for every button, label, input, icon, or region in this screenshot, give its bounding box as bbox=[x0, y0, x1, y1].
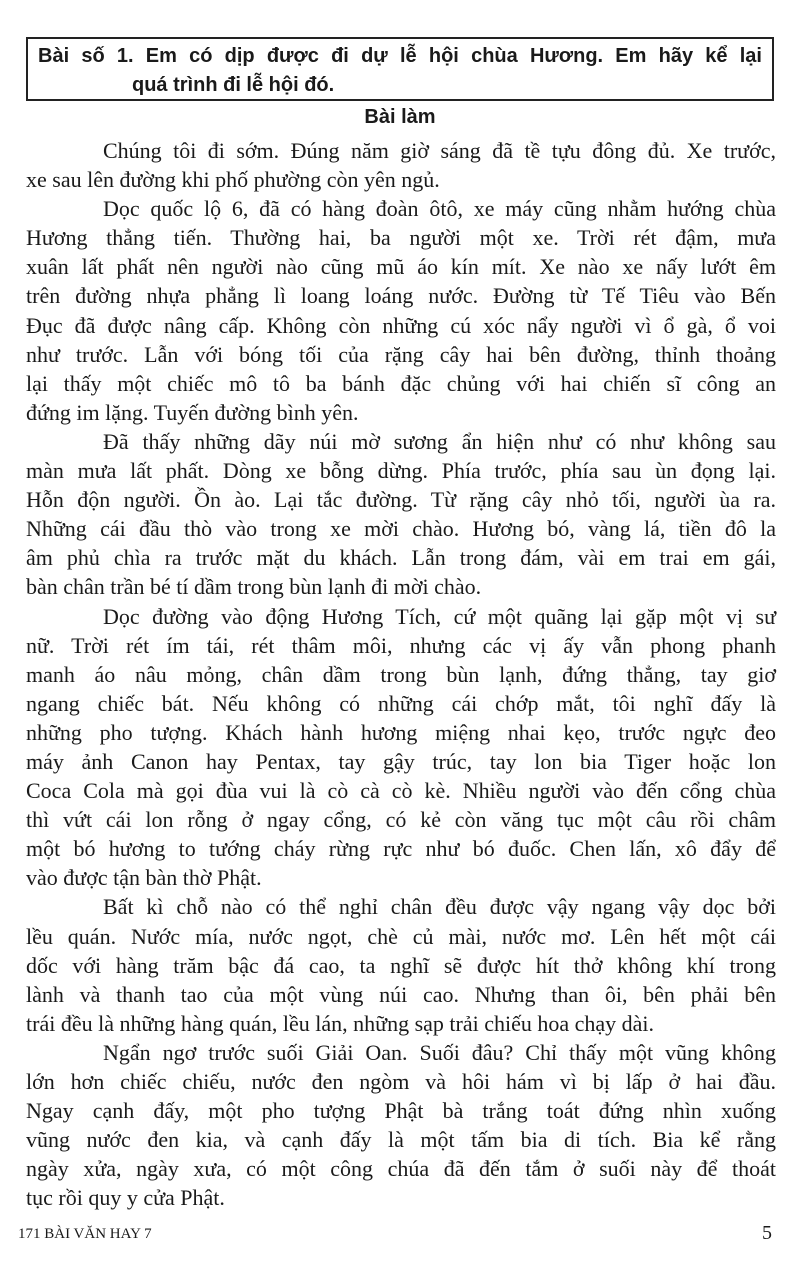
paragraph bbox=[26, 602, 776, 893]
footer-book-title: 171 BÀI VĂN HAY 7 bbox=[18, 1226, 152, 1242]
text-line: lại thấy một chiếc mô tô ba bánh đặc chủng với hai chiến sĩ công an bbox=[26, 370, 776, 396]
text-line: thì vứt cái lon rỗng ở ngay cổng, có kẻ còn văng tục một câu rồi châm bbox=[26, 807, 776, 833]
text-line: trên đường nhựa phẳng lì loang loáng nước. Đường từ Tế Tiêu vào Bến bbox=[26, 283, 776, 309]
text-line: Hỗn độn người. Ồn ào. Lại tắc đường. Từ rặng cây nhỏ tối, người ùa ra. bbox=[26, 487, 776, 513]
essay-body bbox=[26, 136, 776, 1212]
text-line: vào được tận bàn thờ Phật. bbox=[26, 865, 262, 891]
text-line: trái đều là những hàng quán, lều lán, những sạp trải chiếu hoa chạy dài. bbox=[26, 1010, 655, 1036]
section-heading: Bài làm bbox=[364, 106, 436, 128]
text-line: máy ảnh Canon hay Pentax, tay gậy trúc, tay lon bia Tiger hoặc lon bbox=[26, 748, 776, 774]
text-line: dốc với hàng trăm bậc đá cao, ta nghĩ sẽ được hít thở không khí trong bbox=[26, 952, 776, 978]
page-number: 5 bbox=[762, 1222, 772, 1244]
text-line: Chúng tôi đi sớm. Đúng năm giờ sáng đã tề tựu đông đủ. Xe trước, bbox=[103, 138, 776, 163]
text-line: đứng im lặng. Tuyến đường bình yên. bbox=[26, 399, 359, 425]
exercise-title-box bbox=[26, 37, 774, 101]
text-line: ngang chiếc bát. Nếu không có những cái chớp mắt, tôi nghĩ đấy là bbox=[26, 690, 776, 716]
text-line: bàn chân trần bé tí dầm trong bùn lạnh đi mời chào. bbox=[26, 574, 482, 600]
text-line: xe sau lên đường khi phố phường còn yên ngủ. bbox=[26, 167, 440, 193]
paragraph bbox=[26, 427, 776, 602]
text-line: xuân lất phất nên người nào cũng mũ áo kín mít. Xe nào xe nấy lướt êm bbox=[26, 254, 776, 280]
paragraph bbox=[26, 136, 776, 194]
text-line: tục rồi quy y cửa Phật. bbox=[26, 1185, 225, 1211]
text-line: Đục đã được nâng cấp. Không còn những cú xóc nẩy người vì ổ gà, ổ voi bbox=[26, 312, 776, 338]
text-line: vũng nước đen kia, và cạnh đấy là một tấm bia di tích. Bia kể rằng bbox=[26, 1127, 776, 1153]
text-line: manh áo nâu mỏng, chân dầm trong bùn lạnh, đứng thẳng, tay giơ bbox=[26, 661, 776, 687]
text-line: những pho tượng. Khách hành hương miệng nhai kẹo, trước ngực đeo bbox=[26, 719, 776, 745]
text-line: ngày xửa, ngày xưa, có một công chúa đã đến tắm ở suối này để thoát bbox=[26, 1156, 776, 1182]
paragraph bbox=[26, 1038, 776, 1213]
text-line: Bất kì chỗ nào có thể nghỉ chân đều được vậy ngang vậy dọc bởi bbox=[103, 894, 776, 920]
text-line: Những cái đầu thò vào trong xe mời chào. Hương bó, vàng lá, tiền đô la bbox=[26, 516, 776, 542]
paragraph bbox=[26, 892, 776, 1037]
text-line: lớn hơn chiếc chiếu, nước đen ngòm và hôi hám vì bị lấp ở hai đầu. bbox=[26, 1069, 776, 1094]
paragraph bbox=[26, 194, 776, 427]
text-line: Hương thẳng tiến. Thường hai, ba người một xe. Trời rét đậm, mưa bbox=[26, 225, 776, 251]
text-line: lành và thanh tao của một vùng núi cao. Nhưng than ôi, bên phải bên bbox=[26, 981, 776, 1007]
text-line: Dọc đường vào động Hương Tích, cứ một quãng lại gặp một vị sư bbox=[103, 603, 776, 629]
text-line: Ngẩn ngơ trước suối Giải Oan. Suối đâu? Chỉ thấy một vũng không bbox=[103, 1039, 776, 1065]
text-line: Đã thấy những dãy núi mờ sương ẩn hiện như có như không sau bbox=[103, 428, 776, 454]
text-line: nữ. Trời rét ím tái, rét thâm môi, nhưng các vị ấy vẫn phong phanh bbox=[26, 632, 776, 658]
text-line: Dọc quốc lộ 6, đã có hàng đoàn ôtô, xe máy cũng nhằm hướng chùa bbox=[103, 196, 776, 222]
text-line: âm phủ chìa ra trước mặt du khách. Lẫn trong đám, vài em trai em gái, bbox=[26, 545, 776, 571]
text-line: Coca Cola mà gọi đùa vui là cò cà cò kè. Nhiều người vào đến cổng chùa bbox=[26, 778, 776, 804]
text-line: một bó hương to tướng cháy rừng rực như bó đuốc. Chen lấn, xô đẩy để bbox=[26, 836, 776, 862]
text-line: như trước. Lẫn với bóng tối của rặng cây hai bên đường, thỉnh thoảng bbox=[26, 341, 776, 367]
text-line: lều quán. Nước mía, nước ngọt, chè củ mài, nước mơ. Lên hết một cái bbox=[26, 923, 776, 949]
text-line: Ngay cạnh đấy, một pho tượng Phật bà trắng toát đứng nhìn xuống bbox=[26, 1098, 776, 1124]
text-line: màn mưa lất phất. Dòng xe bỗng dừng. Phía trước, phía sau ùn đọng lại. bbox=[26, 458, 776, 484]
exercise-title-line-2: quá trình đi lễ hội đó. bbox=[132, 74, 335, 96]
exercise-title-line-1: Bài số 1. Em có dịp được đi dự lễ hội chùa Hương. Em hãy kể lại bbox=[38, 45, 762, 67]
